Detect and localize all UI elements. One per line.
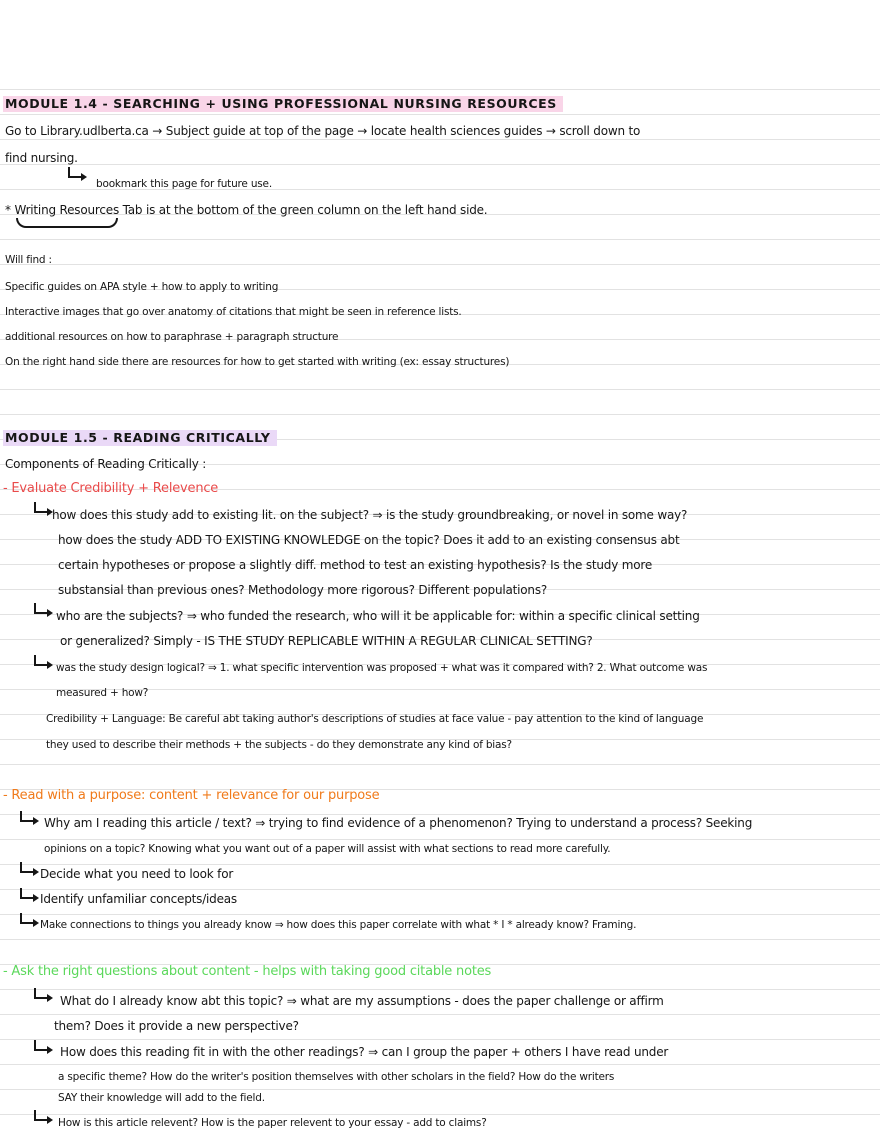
questions-point-2: SAY their knowledge will add to the field. [58,1092,265,1104]
credibility-language-note: Credibility + Language: Be careful abt taking author's descriptions of studies at face value - pay attention to the kind of language [46,713,704,725]
purpose-point-1: opinions on a topic? Knowing what you want out of a paper will assist with what sections to read more carefully. [44,843,611,855]
credibility-language-note: they used to describe their methods + the subjects - do they demonstrate any kind of bias? [46,739,512,751]
library-instructions: Go to Library.udlberta.ca → Subject guide at top of the page → locate health sciences guides → scroll down to [5,124,641,138]
arrow-hook-icon [20,913,34,924]
find-item: additional resources on how to paraphrase + paragraph structure [5,331,339,343]
bookmark-note: bookmark this page for future use. [96,178,272,190]
module-1-4-heading: MODULE 1.4 - SEARCHING + USING PROFESSIONAL NURSING RESOURCES [3,96,563,112]
questions-point-2: How does this reading fit in with the other readings? ⇒ can I group the paper + others I have read under [60,1045,669,1059]
arrow-hook-icon [34,603,48,614]
purpose-point-3: Identify unfamiliar concepts/ideas [40,892,237,906]
find-item: Interactive images that go over anatomy of citations that might be seen in reference lists. [5,306,462,318]
evaluate-point-3: was the study design logical? ⇒ 1. what specific intervention was proposed + what was it compared with? 2. What outcome was [56,662,708,674]
top-margin [0,0,880,86]
purpose-point-2: Decide what you need to look for [40,867,234,881]
arrow-hook-icon [34,655,48,666]
writing-resources-label: Writing Resources [14,203,119,217]
arrow-hook-icon [34,1110,48,1121]
questions-point-3: How is this article relevent? How is the paper relevent to your essay - add to claims? [58,1117,487,1129]
arrow-hook-icon [34,1040,48,1051]
evaluate-point-1: how does this study add to existing lit. on the subject? ⇒ is the study groundbreaking, or novel in some way? [52,508,688,522]
writing-resources-location: Tab is at the bottom of the green column on the left hand side. [122,203,488,217]
purpose-point-4: Make connections to things you already know ⇒ how does this paper correlate with what * I * already know? Framing. [40,919,637,931]
questions-point-2: a specific theme? How do the writer's position themselves with other scholars in the field? How do the writers [58,1071,615,1083]
evaluate-section-title: - Evaluate Credibility + Relevence [3,481,219,496]
arrow-hook-icon [20,888,34,899]
library-instructions-cont: find nursing. [5,151,78,165]
evaluate-point-2: or generalized? Simply - IS THE STUDY REPLICABLE WITHIN A REGULAR CLINICAL SETTING? [60,634,593,648]
will-find-label: Will find : [5,254,52,266]
evaluate-point-3: measured + how? [56,687,149,699]
questions-point-1: them? Does it provide a new perspective? [54,1019,299,1033]
purpose-point-1: Why am I reading this article / text? ⇒ trying to find evidence of a phenomenon? Trying to understand a process? Seeking [44,816,753,830]
evaluate-point-2: who are the subjects? ⇒ who funded the research, who will it be applicable for: within a specific clinical setting [56,609,700,623]
components-label: Components of Reading Critically : [5,457,207,471]
questions-section-title: - Ask the right questions about content - helps with taking good citable notes [3,964,492,979]
purpose-section-title: - Read with a purpose: content + relevance for our purpose [3,788,380,803]
arrow-hook-icon [20,862,34,873]
evaluate-point-1: certain hypotheses or propose a slightly diff. method to test an existing hypothesis? Is the study more [58,558,652,572]
find-item: On the right hand side there are resources for how to get started with writing (ex: essay structures) [5,356,510,368]
find-item: Specific guides on APA style + how to apply to writing [5,281,279,293]
arrow-hook-icon [20,811,34,822]
arrow-hook-icon [34,502,48,513]
writing-resources-line [5,202,487,218]
questions-point-1: What do I already know abt this topic? ⇒ what are my assumptions - does the paper challenge or affirm [60,994,664,1008]
asterisk: * [5,203,11,217]
arrow-hook-icon [34,988,48,999]
evaluate-point-1: how does the study ADD TO EXISTING KNOWLEDGE on the topic? Does it add to an existing consensus abt [58,533,680,547]
evaluate-point-1: substansial than previous ones? Methodology more rigorous? Different populations? [58,583,548,597]
arrow-hook-icon [68,167,82,178]
module-1-5-heading: MODULE 1.5 - READING CRITICALLY [3,430,277,446]
underbrace-mark [16,218,118,228]
